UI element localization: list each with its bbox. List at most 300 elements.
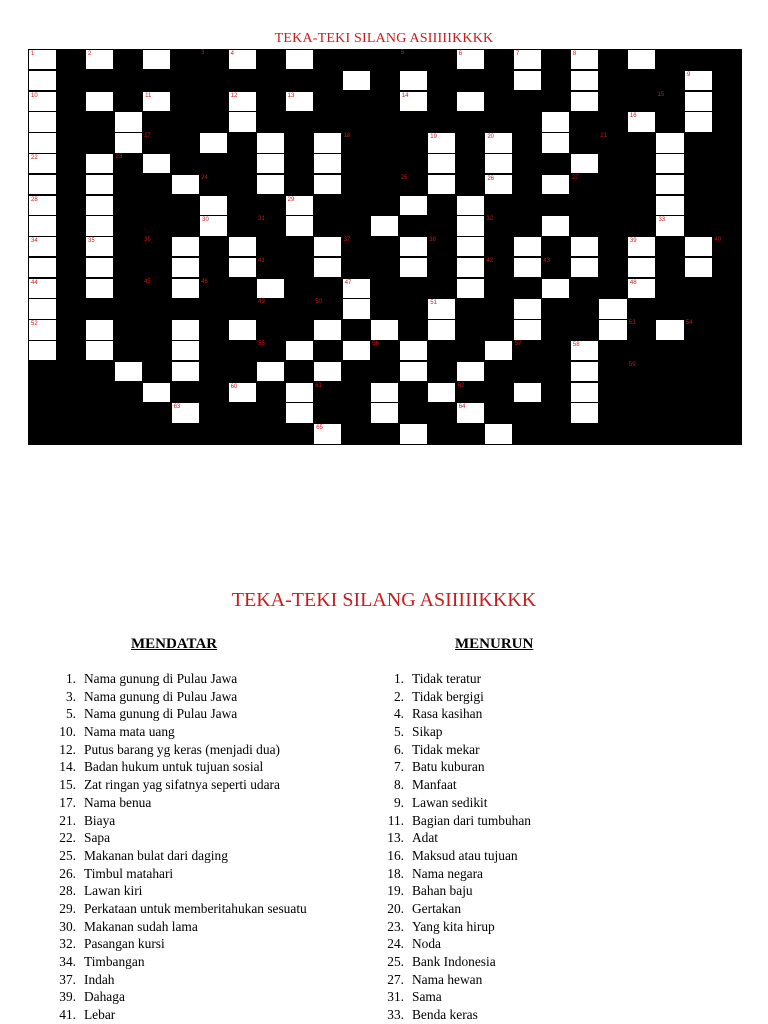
crossword-cell[interactable]: [171, 340, 200, 361]
crossword-cell[interactable]: [513, 382, 542, 403]
crossword-block: [57, 257, 86, 278]
clue-item-number: 9.: [393, 794, 404, 810]
crossword-cell[interactable]: [570, 361, 599, 382]
crossword-cell[interactable]: [256, 174, 285, 195]
crossword-block: [456, 298, 485, 319]
crossword-cell[interactable]: [85, 257, 114, 278]
crossword-cell[interactable]: [342, 340, 371, 361]
crossword-block: [228, 423, 257, 444]
crossword-cell[interactable]: [541, 174, 570, 195]
crossword-block: [684, 215, 713, 236]
crossword-cell[interactable]: [199, 215, 228, 236]
down-clue-item: [378, 812, 748, 830]
crossword-cell[interactable]: [456, 49, 485, 70]
crossword-cell[interactable]: [541, 278, 570, 299]
crossword-block: [285, 153, 314, 174]
across-clue-item: [50, 1006, 380, 1024]
crossword-cell[interactable]: [655, 153, 684, 174]
crossword-cell[interactable]: [570, 236, 599, 257]
clue-number: 32: [486, 216, 493, 223]
crossword-cell[interactable]: [570, 153, 599, 174]
crossword-cell[interactable]: [598, 298, 627, 319]
crossword-block: [313, 382, 342, 403]
clue-item-number: 41.: [59, 1007, 76, 1023]
crossword-cell[interactable]: [313, 174, 342, 195]
crossword-block: [114, 70, 143, 91]
crossword-block: [370, 257, 399, 278]
clue-number: 49: [258, 299, 265, 306]
crossword-block: [427, 257, 456, 278]
crossword-cell[interactable]: [655, 195, 684, 216]
crossword-cell[interactable]: [456, 195, 485, 216]
crossword-cell[interactable]: [28, 319, 57, 340]
crossword-cell[interactable]: [541, 132, 570, 153]
crossword-cell[interactable]: [142, 153, 171, 174]
crossword-cell[interactable]: [85, 153, 114, 174]
crossword-cell[interactable]: [513, 298, 542, 319]
crossword-cell[interactable]: [256, 278, 285, 299]
clue-number: 54: [685, 320, 693, 327]
clue-number: 22: [31, 154, 38, 161]
crossword-cell[interactable]: [285, 91, 314, 112]
crossword-block: [114, 215, 143, 236]
crossword-block: [114, 319, 143, 340]
crossword-cell[interactable]: [256, 132, 285, 153]
crossword-block: [370, 340, 399, 361]
crossword-cell[interactable]: [342, 278, 371, 299]
crossword-cell[interactable]: [142, 91, 171, 112]
crossword-cell[interactable]: [28, 298, 57, 319]
crossword-block: [256, 236, 285, 257]
down-clue-item: [378, 776, 748, 794]
crossword-cell[interactable]: [85, 340, 114, 361]
crossword-cell[interactable]: [28, 340, 57, 361]
crossword-block: [114, 91, 143, 112]
crossword-block: [399, 402, 428, 423]
crossword-cell[interactable]: [171, 174, 200, 195]
crossword-block: [256, 91, 285, 112]
crossword-block: [142, 278, 171, 299]
crossword-block: [456, 111, 485, 132]
crossword-block: [627, 215, 656, 236]
clue-number: 40: [714, 237, 722, 244]
crossword-cell[interactable]: [570, 257, 599, 278]
crossword-cell[interactable]: [256, 153, 285, 174]
clue-number: 56: [372, 341, 379, 348]
crossword-block: [598, 236, 627, 257]
crossword-cell[interactable]: [256, 361, 285, 382]
crossword-cell[interactable]: [399, 257, 428, 278]
crossword-block: [370, 278, 399, 299]
crossword-cell[interactable]: [399, 70, 428, 91]
clue-item-text: Noda: [412, 936, 442, 952]
crossword-cell[interactable]: [85, 278, 114, 299]
crossword-block: [142, 423, 171, 444]
clue-number: 62: [457, 382, 465, 389]
crossword-block: [342, 49, 371, 70]
down-clue-item: [378, 971, 748, 989]
crossword-cell[interactable]: [541, 111, 570, 132]
clue-number: 28: [31, 196, 38, 203]
crossword-cell[interactable]: [570, 340, 599, 361]
crossword-block: [57, 195, 86, 216]
crossword-cell[interactable]: [456, 278, 485, 299]
crossword-cell[interactable]: [199, 195, 228, 216]
crossword-block: [484, 402, 513, 423]
crossword-cell[interactable]: [171, 361, 200, 382]
crossword-block: [342, 174, 371, 195]
crossword-block: [655, 402, 684, 423]
crossword-block: [85, 382, 114, 403]
crossword-cell[interactable]: [28, 174, 57, 195]
crossword-block: [57, 382, 86, 403]
crossword-cell[interactable]: [627, 111, 656, 132]
crossword-block: [570, 319, 599, 340]
crossword-block: [171, 111, 200, 132]
crossword-cell[interactable]: [28, 111, 57, 132]
crossword-block: [256, 340, 285, 361]
crossword-cell[interactable]: [171, 319, 200, 340]
clue-number: 4: [230, 51, 234, 57]
crossword-cell[interactable]: [456, 91, 485, 112]
crossword-cell[interactable]: [684, 236, 713, 257]
crossword-block: [399, 278, 428, 299]
clue-item-number: 14.: [59, 759, 76, 775]
crossword-block: [399, 174, 428, 195]
crossword-block: [256, 423, 285, 444]
crossword-cell[interactable]: [85, 91, 114, 112]
crossword-block: [228, 361, 257, 382]
crossword-cell[interactable]: [456, 402, 485, 423]
clue-item-number: 34.: [59, 954, 76, 969]
crossword-cell[interactable]: [684, 70, 713, 91]
crossword-cell[interactable]: [228, 319, 257, 340]
crossword-block: [57, 174, 86, 195]
crossword-block: [199, 153, 228, 174]
crossword-block: [484, 195, 513, 216]
crossword-block: [28, 382, 57, 403]
crossword-block: [598, 361, 627, 382]
down-clue-item: [378, 953, 748, 971]
clues-title: TEKA-TEKI SILANG ASIIIIIKKKK: [231, 589, 537, 611]
crossword-cell[interactable]: [85, 195, 114, 216]
crossword-cell[interactable]: [114, 132, 143, 153]
clue-item-text: Bagian dari tumbuhan: [412, 812, 531, 828]
crossword-cell[interactable]: [171, 257, 200, 278]
crossword-cell[interactable]: [399, 361, 428, 382]
crossword-block: [171, 382, 200, 403]
crossword-cell[interactable]: [285, 382, 314, 403]
crossword-block: [598, 257, 627, 278]
crossword-cell[interactable]: [228, 257, 257, 278]
crossword-block: [199, 49, 228, 70]
clue-item-text: Tidak bergigi: [412, 688, 484, 704]
clue-item-number: 20.: [387, 900, 404, 916]
clue-item-number: 30.: [59, 918, 76, 934]
crossword-block: [399, 319, 428, 340]
crossword-cell[interactable]: [484, 153, 513, 174]
clue-item-text: Makanan bulat dari daging: [84, 847, 228, 863]
crossword-cell[interactable]: [28, 91, 57, 112]
crossword-block: [370, 91, 399, 112]
crossword-cell[interactable]: [85, 215, 114, 236]
crossword-cell[interactable]: [28, 70, 57, 91]
crossword-block: [598, 70, 627, 91]
crossword-cell[interactable]: [285, 195, 314, 216]
crossword-cell[interactable]: [342, 298, 371, 319]
clue-item-text: Rasa kasihan: [412, 706, 483, 722]
crossword-cell[interactable]: [171, 236, 200, 257]
crossword-cell[interactable]: [85, 49, 114, 70]
clue-item-text: Tidak teratur: [412, 671, 482, 686]
crossword-cell[interactable]: [28, 278, 57, 299]
crossword-block: [142, 402, 171, 423]
crossword-cell[interactable]: [627, 49, 656, 70]
crossword-cell[interactable]: [570, 402, 599, 423]
crossword-cell[interactable]: [370, 402, 399, 423]
crossword-cell[interactable]: [370, 215, 399, 236]
crossword-cell[interactable]: [627, 257, 656, 278]
clue-item-text: Batu kuburan: [412, 759, 485, 775]
crossword-cell[interactable]: [199, 132, 228, 153]
crossword-cell[interactable]: [484, 423, 513, 444]
crossword-cell[interactable]: [484, 132, 513, 153]
clue-item-number: 28.: [59, 883, 76, 899]
clue-number: 43: [543, 257, 551, 264]
crossword-cell[interactable]: [228, 111, 257, 132]
crossword-block: [541, 49, 570, 70]
crossword-cell[interactable]: [142, 382, 171, 403]
clue-item-text: Sama: [412, 989, 442, 1005]
crossword-cell[interactable]: [399, 423, 428, 444]
crossword-cell[interactable]: [513, 319, 542, 340]
crossword-cell[interactable]: [484, 340, 513, 361]
crossword-block: [513, 340, 542, 361]
crossword-block: [342, 402, 371, 423]
crossword-block: [370, 361, 399, 382]
clue-item-text: Indah: [84, 971, 115, 987]
crossword-block: [513, 195, 542, 216]
crossword-block: [342, 91, 371, 112]
crossword-block: [370, 195, 399, 216]
clue-number: 19: [430, 134, 437, 141]
crossword-cell[interactable]: [142, 49, 171, 70]
crossword-cell[interactable]: [570, 70, 599, 91]
crossword-block: [85, 70, 114, 91]
crossword-cell[interactable]: [228, 91, 257, 112]
clue-number: 60: [230, 383, 238, 390]
crossword-cell[interactable]: [285, 215, 314, 236]
crossword-cell[interactable]: [655, 174, 684, 195]
clue-number: 31: [258, 216, 265, 223]
crossword-cell[interactable]: [399, 340, 428, 361]
crossword-block: [313, 91, 342, 112]
crossword-block: [484, 361, 513, 382]
crossword-cell[interactable]: [228, 382, 257, 403]
clue-number: 45: [144, 278, 151, 285]
crossword-block: [199, 70, 228, 91]
crossword-cell[interactable]: [427, 153, 456, 174]
clue-number: 27: [571, 174, 579, 181]
clue-item-text: Manfaat: [412, 777, 457, 793]
clue-item-number: 1.: [65, 671, 76, 686]
crossword-cell[interactable]: [171, 402, 200, 423]
crossword-cell[interactable]: [313, 319, 342, 340]
crossword-block: [513, 402, 542, 423]
crossword-cell[interactable]: [370, 382, 399, 403]
crossword-cell[interactable]: [427, 319, 456, 340]
crossword-cell[interactable]: [484, 174, 513, 195]
crossword-block: [627, 174, 656, 195]
crossword-block: [627, 153, 656, 174]
crossword-cell[interactable]: [427, 298, 456, 319]
crossword-cell[interactable]: [427, 132, 456, 153]
crossword-block: [598, 382, 627, 403]
crossword-block: [655, 49, 684, 70]
crossword-cell[interactable]: [28, 215, 57, 236]
crossword-block: [684, 340, 713, 361]
across-clue-item: [50, 794, 380, 812]
crossword-cell[interactable]: [28, 195, 57, 216]
crossword-cell[interactable]: [655, 132, 684, 153]
crossword-cell[interactable]: [85, 236, 114, 257]
crossword-block: [627, 319, 656, 340]
crossword-cell[interactable]: [228, 49, 257, 70]
clue-item-number: 29.: [59, 900, 76, 916]
crossword-cell[interactable]: [570, 382, 599, 403]
crossword-cell[interactable]: [627, 236, 656, 257]
crossword-cell[interactable]: [28, 257, 57, 278]
crossword-cell[interactable]: [456, 361, 485, 382]
crossword-cell[interactable]: [399, 91, 428, 112]
crossword-block: [142, 111, 171, 132]
clue-item-number: 18.: [387, 865, 404, 881]
crossword-block: [598, 132, 627, 153]
crossword-cell[interactable]: [28, 49, 57, 70]
crossword-block: [28, 361, 57, 382]
crossword-block: [370, 49, 399, 70]
crossword-block: [712, 257, 741, 278]
crossword-cell[interactable]: [513, 49, 542, 70]
crossword-block: [541, 423, 570, 444]
clue-number: 10: [31, 92, 38, 99]
crossword-block: [342, 111, 371, 132]
crossword-cell[interactable]: [85, 319, 114, 340]
crossword-cell[interactable]: [456, 236, 485, 257]
crossword-block: [285, 236, 314, 257]
crossword-cell[interactable]: [85, 174, 114, 195]
crossword-cell[interactable]: [427, 382, 456, 403]
crossword-block: [256, 402, 285, 423]
crossword-cell[interactable]: [313, 361, 342, 382]
crossword-block: [114, 236, 143, 257]
crossword-cell[interactable]: [570, 91, 599, 112]
crossword-block: [712, 132, 741, 153]
crossword-cell[interactable]: [513, 257, 542, 278]
crossword-cell[interactable]: [28, 153, 57, 174]
crossword-cell[interactable]: [171, 278, 200, 299]
clue-item-text: Nama hewan: [412, 971, 483, 987]
clue-number: 5: [400, 50, 405, 56]
down-clue-item: [378, 1006, 748, 1024]
crossword-cell[interactable]: [456, 215, 485, 236]
clue-item-number: 27.: [387, 971, 404, 987]
clue-item-text: Nama mata uang: [84, 724, 175, 740]
clue-item-text: Badan hukum untuk tujuan sosial: [84, 759, 264, 775]
down-clue-item: [378, 865, 748, 883]
crossword-cell[interactable]: [313, 132, 342, 153]
crossword-block: [228, 215, 257, 236]
crossword-block: [427, 111, 456, 132]
crossword-cell[interactable]: [342, 70, 371, 91]
crossword-block: [142, 195, 171, 216]
crossword-cell[interactable]: [570, 49, 599, 70]
crossword-cell[interactable]: [541, 215, 570, 236]
crossword-block: [256, 319, 285, 340]
crossword-cell[interactable]: [285, 49, 314, 70]
crossword-cell[interactable]: [28, 236, 57, 257]
crossword-cell[interactable]: [684, 91, 713, 112]
crossword-block: [199, 402, 228, 423]
crossword-block: [114, 257, 143, 278]
crossword-cell[interactable]: [114, 111, 143, 132]
clue-item-number: 2.: [393, 688, 404, 704]
clue-number: 58: [572, 342, 580, 349]
crossword-block: [598, 91, 627, 112]
crossword-block: [484, 236, 513, 257]
crossword-cell[interactable]: [313, 257, 342, 278]
crossword-cell[interactable]: [456, 257, 485, 278]
crossword-block: [684, 298, 713, 319]
clue-item-number: 6.: [393, 741, 404, 757]
crossword-block: [114, 382, 143, 403]
crossword-block: [342, 132, 371, 153]
crossword-cell[interactable]: [684, 257, 713, 278]
clue-number: 61: [315, 382, 322, 389]
crossword-cell[interactable]: [313, 153, 342, 174]
crossword-cell[interactable]: [513, 70, 542, 91]
crossword-block: [513, 215, 542, 236]
crossword-block: [456, 382, 485, 403]
clue-number: 8: [572, 51, 577, 57]
crossword-cell[interactable]: [684, 111, 713, 132]
crossword-block: [171, 91, 200, 112]
crossword-cell[interactable]: [627, 278, 656, 299]
crossword-block: [570, 215, 599, 236]
crossword-cell[interactable]: [513, 236, 542, 257]
crossword-cell[interactable]: [655, 215, 684, 236]
crossword-cell[interactable]: [313, 236, 342, 257]
clue-item-number: 5.: [393, 724, 404, 740]
crossword-cell[interactable]: [228, 236, 257, 257]
crossword-block: [712, 298, 741, 319]
crossword-cell[interactable]: [598, 319, 627, 340]
crossword-cell[interactable]: [313, 423, 342, 444]
crossword-cell[interactable]: [370, 319, 399, 340]
crossword-cell[interactable]: [28, 132, 57, 153]
crossword-block: [199, 319, 228, 340]
crossword-cell[interactable]: [655, 319, 684, 340]
crossword-cell[interactable]: [399, 236, 428, 257]
crossword-block: [427, 215, 456, 236]
crossword-cell[interactable]: [427, 174, 456, 195]
crossword-block: [684, 361, 713, 382]
crossword-block: [199, 298, 228, 319]
crossword-cell[interactable]: [285, 402, 314, 423]
crossword-cell[interactable]: [285, 340, 314, 361]
crossword-cell[interactable]: [114, 361, 143, 382]
crossword-cell[interactable]: [399, 195, 428, 216]
